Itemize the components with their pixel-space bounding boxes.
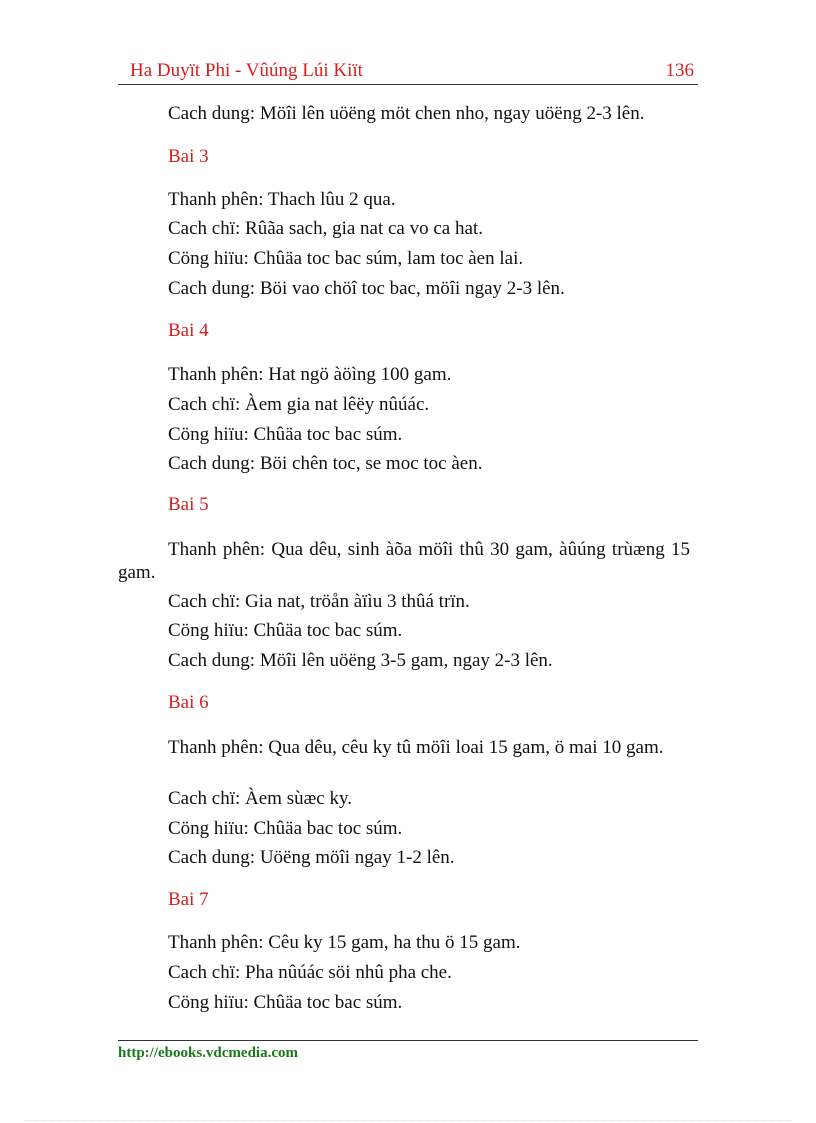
text-paragraph: Thanh phên: Qua dêu, cêu ky tû möîi loai 15 gam, ö mai 10 gam. <box>168 737 664 758</box>
text-line: Cöng hiïu: Chûäa toc bac súm. <box>168 620 403 641</box>
section-heading-bai-4: Bai 4 <box>168 320 209 341</box>
text-line: Cach chï: Pha nûúác söi nhû pha che. <box>168 962 452 983</box>
text-line: Cach dung: Böi vao chöî toc bac, möîi ngay 2-3 lên. <box>168 278 565 299</box>
section-heading-bai-6: Bai 6 <box>168 692 209 713</box>
text-line: Cach chï: Àem sùæc ky. <box>168 788 352 809</box>
page-header <box>118 58 698 85</box>
page-edge-divider <box>25 1120 791 1121</box>
text-line: Cöng hiïu: Chûäa toc bac súm. <box>168 992 403 1013</box>
text-line: Thanh phên: Hat ngö àöìng 100 gam. <box>168 364 452 385</box>
text-line: Thanh phên: Thach lûu 2 qua. <box>168 189 396 210</box>
text-line: Thanh phên: Cêu ky 15 gam, ha thu ö 15 gam. <box>168 932 521 953</box>
text-line: Cach dung: Möîi lên uöëng möt chen nho, ngay uöëng 2-3 lên. <box>168 103 645 124</box>
text-line: Cach dung: Uöëng möîi ngay 1-2 lên. <box>168 847 455 868</box>
text-line: Cöng hiïu: Chûäa toc bac súm, lam toc àen lai. <box>168 248 524 269</box>
text-line: Cach chï: Gia nat, tröån àïìu 3 thûá trïn. <box>168 591 470 612</box>
page-number: 136 <box>665 60 694 81</box>
text-line: Cöng hiïu: Chûäa toc bac súm. <box>168 424 403 445</box>
text-line: Cach chï: Rûãa sach, gia nat ca vo ca hat. <box>168 218 483 239</box>
running-title: Ha Duyït Phi - Vûúng Lúi Kiït <box>130 60 363 81</box>
footer-divider <box>118 1040 698 1041</box>
text-line: Cach dung: Möîi lên uöëng 3-5 gam, ngay 2-3 lên. <box>168 650 553 671</box>
footer-website-link[interactable]: http://ebooks.vdcmedia.com <box>118 1045 298 1061</box>
text-line: Cach dung: Böi chên toc, se moc toc àen. <box>168 453 483 474</box>
text-line: Cach chï: Àem gia nat lêëy nûúác. <box>168 394 430 415</box>
text-paragraph: Thanh phên: Qua dêu, sinh àõa möîi thû 30 gam, àûúng trùæng 15 gam. <box>118 539 690 583</box>
text-line: Cöng hiïu: Chûäa bac toc súm. <box>168 818 403 839</box>
section-heading-bai-7: Bai 7 <box>168 889 209 910</box>
section-heading-bai-3: Bai 3 <box>168 146 209 167</box>
section-heading-bai-5: Bai 5 <box>168 494 209 515</box>
